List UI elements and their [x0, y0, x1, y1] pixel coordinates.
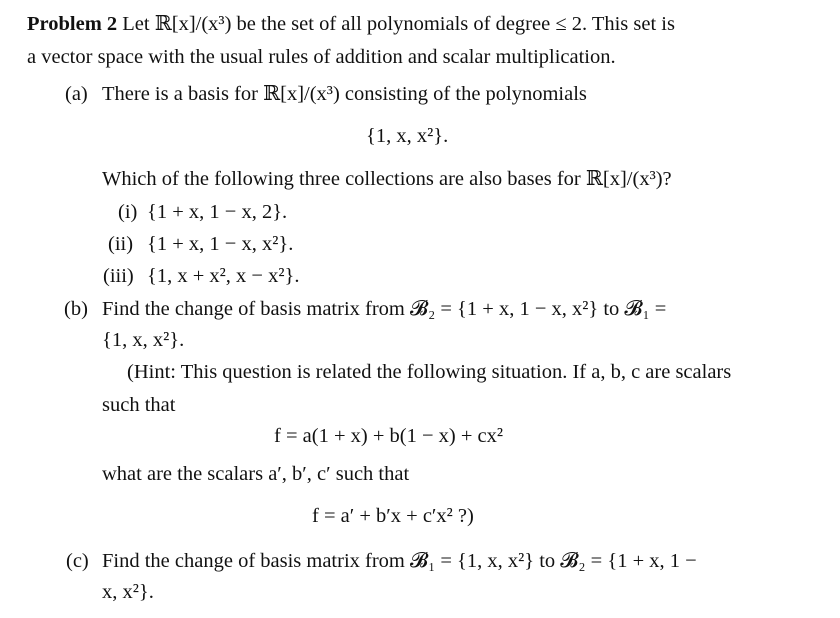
option-ii-set: {1 + x, 1 − x, x²}. [147, 233, 294, 255]
part-a-label: (a) [65, 83, 88, 105]
part-b-hint-3: what are the scalars a′, b′, c′ such that [102, 463, 410, 485]
problem-intro-line-1 [27, 14, 817, 35]
part-a-basis: {1, x, x²}. [366, 125, 449, 147]
problem-intro-line-2: a vector space with the usual rules of addition and scalar multiplication. [27, 46, 616, 68]
part-c-label: (c) [66, 550, 89, 572]
part-a-question: Which of the following three collections are also bases for ℝ[x]/(x³)? [102, 168, 672, 190]
part-b-label: (b) [64, 298, 88, 320]
part-b-text-2: {1, x, x²}. [102, 329, 185, 351]
part-c-text-1: Find the change of basis matrix from 𝓑₁ = {1, x, x²} to 𝓑₂ = {1 + x, 1 − [102, 550, 697, 572]
part-b-hint-1: (Hint: This question is related the following situation. If a, b, c are scalars [127, 361, 732, 383]
option-iii-set: {1, x + x², x − x²}. [147, 265, 300, 287]
option-i-label: (i) [118, 201, 138, 223]
problem-intro-text: Let ℝ[x]/(x³) be the set of all polynomials of degree ≤ 2. This set is [122, 13, 675, 35]
part-b-hint-2: such that [102, 394, 176, 416]
part-b-text-1: Find the change of basis matrix from 𝓑₂ = {1 + x, 1 − x, x²} to 𝓑₁ = [102, 298, 667, 320]
option-ii-label: (ii) [108, 233, 134, 255]
part-b-equation-1: f = a(1 + x) + b(1 − x) + cx² [274, 425, 504, 447]
problem-label: Problem 2 [27, 13, 118, 35]
part-b-equation-2: f = a′ + b′x + c′x² ?) [312, 505, 474, 527]
part-c-text-2: x, x²}. [102, 581, 154, 603]
part-a-text: There is a basis for ℝ[x]/(x³) consisting of the polynomials [102, 83, 587, 105]
option-i-set: {1 + x, 1 − x, 2}. [147, 201, 288, 223]
option-iii-label: (iii) [103, 265, 134, 287]
